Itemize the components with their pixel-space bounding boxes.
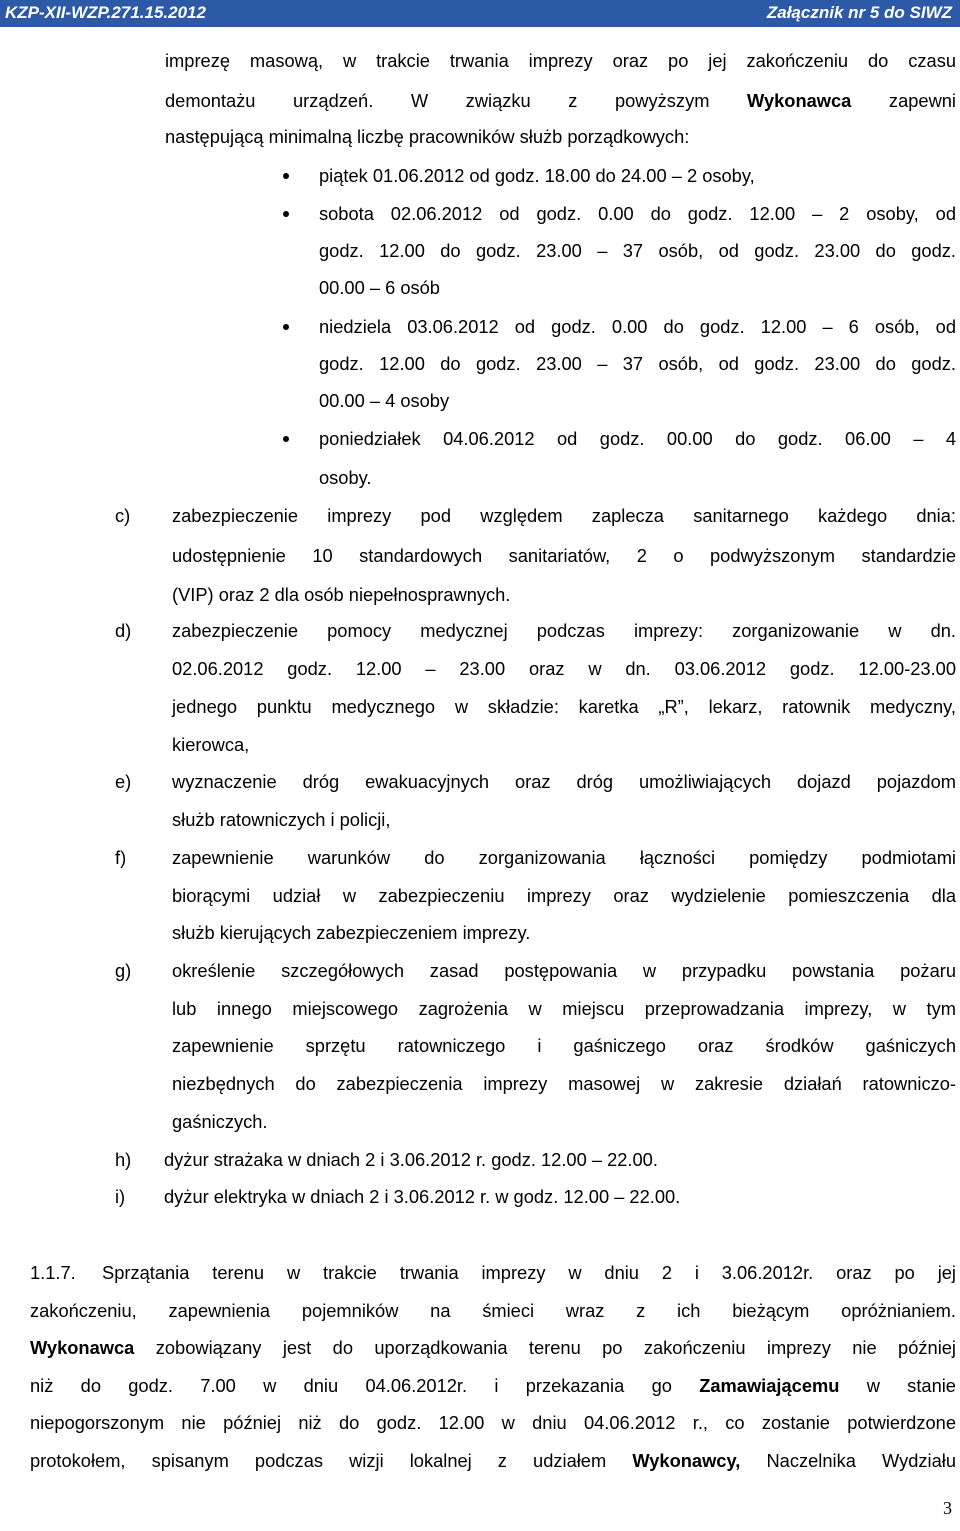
bullet-2-line-1: sobota 02.06.2012 od godz. 0.00 do godz. 12.00 – 2 osoby, od: [319, 203, 956, 224]
section-number: 1.1.7.: [30, 1262, 76, 1283]
bullet-4-line-1: poniedziałek 04.06.2012 od godz. 00.00 do godz. 06.00 – 4: [319, 428, 956, 449]
bullet-3-line-2: godz. 12.00 do godz. 23.00 – 37 osób, od godz. 23.00 do godz.: [319, 353, 956, 374]
bullet-dot: [283, 173, 289, 179]
item-g-line-1: określenie szczegółowych zasad postępowania w przypadku powstania pożaru: [172, 960, 956, 981]
item-g-line-5: gaśniczych.: [172, 1111, 268, 1132]
item-marker: e): [115, 771, 132, 792]
item-marker: d): [115, 620, 132, 641]
section-line-5: niepogorszonym nie później niż do godz. 12.00 w dniu 04.06.2012 r., co zostanie potwierdzone: [30, 1412, 956, 1433]
item-g-line-2: lub innego miejscowego zagrożenia w miejscu przeprowadzania imprezy, w tym: [172, 998, 956, 1019]
item-marker: h): [115, 1149, 132, 1170]
intro-line-3: następującą minimalną liczbę pracowników służb porządkowych:: [165, 126, 690, 147]
item-marker: i): [115, 1186, 126, 1207]
attachment-label: Załącznik nr 5 do SIWZ: [766, 3, 952, 22]
item-d-line-2: 02.06.2012 godz. 12.00 – 23.00 oraz w dn. 03.06.2012 godz. 12.00-23.00: [172, 658, 956, 679]
item-marker: f): [115, 847, 127, 868]
item-h-line-1: dyżur strażaka w dniach 2 i 3.06.2012 r. godz. 12.00 – 22.00.: [164, 1149, 658, 1170]
section-line-2: zakończeniu, zapewnienia pojemników na śmieci wraz z ich bieżącym opróżnianiem.: [30, 1300, 956, 1321]
item-d-line-3: jednego punktu medycznego w składzie: karetka „R”, lekarz, ratownik medyczny,: [172, 696, 956, 717]
item-c-line-3: (VIP) oraz 2 dla osób niepełnosprawnych.: [172, 584, 511, 605]
section-line-3: Wykonawca zobowiązany jest do uporządkowania terenu po zakończeniu imprezy nie później: [30, 1337, 956, 1358]
item-g-line-3: zapewnienie sprzętu ratowniczego i gaśniczego oraz środków gaśniczych: [172, 1035, 956, 1056]
section-line-1: Sprzątania terenu w trakcie trwania imprezy w dniu 2 i 3.06.2012r. oraz po jej: [102, 1262, 956, 1283]
item-c-line-1: zabezpieczenie imprezy pod względem zaplecza sanitarnego każdego dnia:: [172, 505, 956, 526]
document-reference: KZP-XII-WZP.271.15.2012: [5, 3, 206, 22]
bullet-2-line-3: 00.00 – 6 osób: [319, 277, 440, 298]
item-e-line-2: służb ratowniczych i policji,: [172, 809, 391, 830]
item-f-line-3: służb kierujących zabezpieczeniem imprezy.: [172, 922, 531, 943]
item-marker: g): [115, 960, 132, 981]
bullet-3-line-1: niedziela 03.06.2012 od godz. 0.00 do godz. 12.00 – 6 osób, od: [319, 316, 956, 337]
bullet-4-line-2: osoby.: [319, 467, 372, 488]
section-line-4: niż do godz. 7.00 w dniu 04.06.2012r. i przekazania go Zamawiającemu w stanie: [30, 1375, 956, 1396]
bullet-3-line-3: 00.00 – 4 osoby: [319, 390, 450, 411]
intro-line-2: demontażu urządzeń. W związku z powyższym Wykonawca zapewni: [165, 90, 956, 111]
item-d-line-4: kierowca,: [172, 734, 250, 755]
bullet-dot: [283, 211, 289, 217]
item-marker: c): [115, 505, 131, 526]
item-d-line-1: zabezpieczenie pomocy medycznej podczas imprezy: zorganizowanie w dn.: [172, 620, 956, 641]
page-number: 3: [943, 1498, 952, 1518]
section-line-6: protokołem, spisanym podczas wizji lokalnej z udziałem Wykonawcy, Naczelnika Wydziału: [30, 1450, 956, 1471]
item-g-line-4: niezbędnych do zabezpieczenia imprezy masowej w zakresie działań ratowniczo-: [172, 1073, 956, 1094]
bullet-2-line-2: godz. 12.00 do godz. 23.00 – 37 osób, od godz. 23.00 do godz.: [319, 240, 956, 261]
bullet-1-line-1: piątek 01.06.2012 od godz. 18.00 do 24.00 – 2 osoby,: [319, 165, 755, 186]
item-f-line-2: biorącymi udział w zabezpieczeniu imprezy oraz wydzielenie pomieszczenia dla: [172, 885, 956, 906]
item-f-line-1: zapewnienie warunków do zorganizowania łączności pomiędzy podmiotami: [172, 847, 956, 868]
header-bar: [0, 0, 960, 27]
item-e-line-1: wyznaczenie dróg ewakuacyjnych oraz dróg umożliwiających dojazd pojazdom: [172, 771, 956, 792]
item-c-line-2: udostępnienie 10 standardowych sanitariatów, 2 o podwyższonym standardzie: [172, 545, 956, 566]
bullet-dot: [283, 436, 289, 442]
item-i-line-1: dyżur elektryka w dniach 2 i 3.06.2012 r. w godz. 12.00 – 22.00.: [164, 1186, 681, 1207]
intro-line-1: imprezę masową, w trakcie trwania imprezy oraz po jej zakończeniu do czasu: [165, 50, 956, 71]
bullet-dot: [283, 324, 289, 330]
